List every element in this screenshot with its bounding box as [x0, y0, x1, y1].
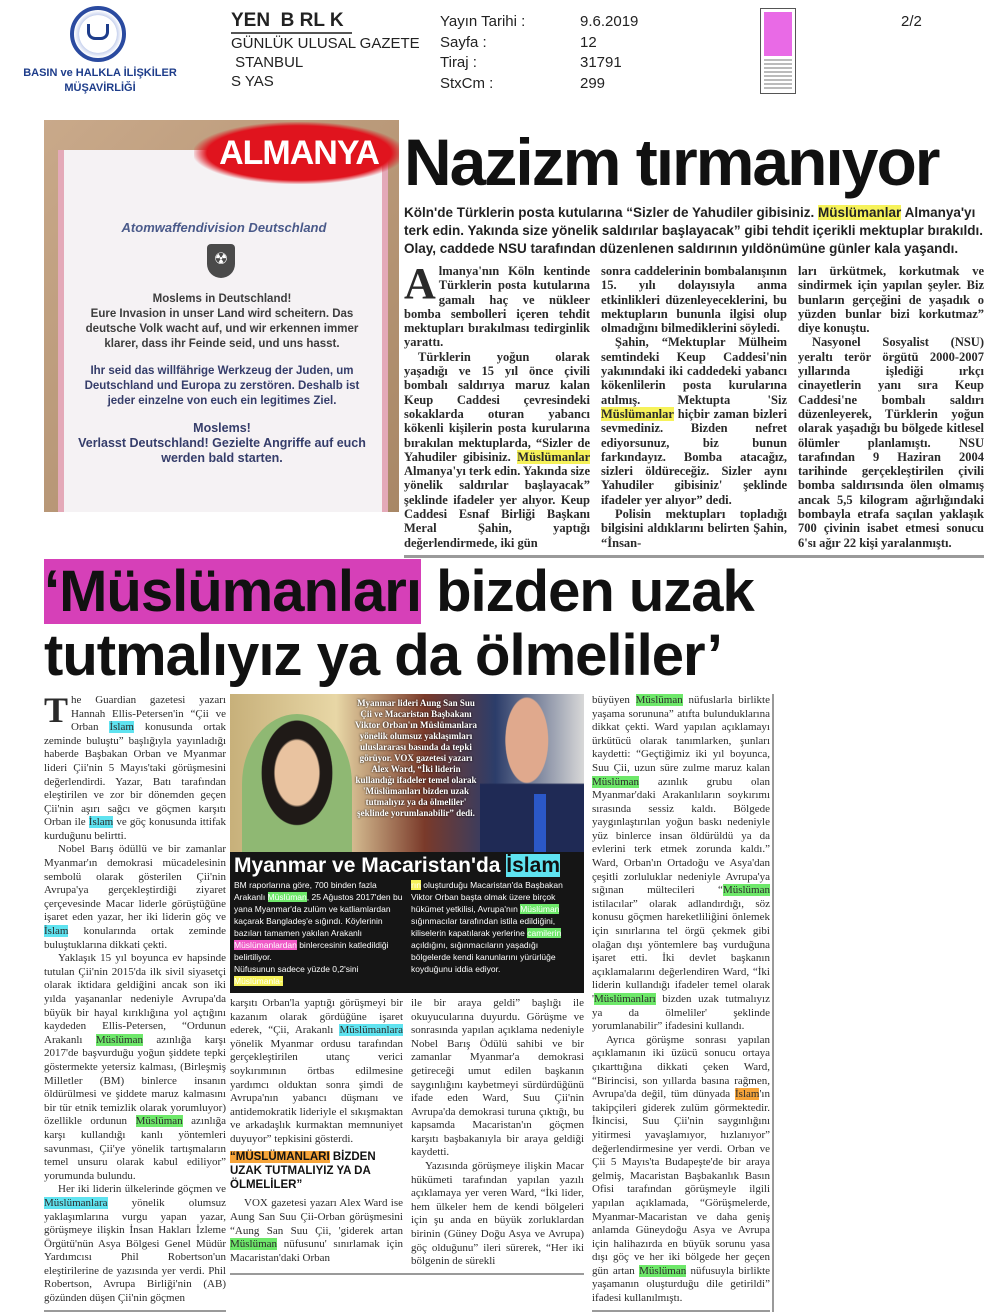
paragraph: [44, 1183, 226, 1305]
article1-column-1: [404, 259, 591, 550]
text: bizden uzak tutmalıyız ya da ölmeliler' şeklinde yorumlanabilir” ifadesini kullandı.: [592, 993, 770, 1033]
drop-cap: A: [404, 259, 436, 308]
info-box-title: Myanmar ve Macaristan'da İslam: [234, 853, 560, 877]
highlighted-keyword: Müslümanları: [593, 993, 656, 1005]
highlighted-keyword: İslam: [44, 925, 69, 938]
highlighted-keyword: Müslüman: [135, 1115, 183, 1128]
text: Almanya'yı terk edin. Yakında size yönelik saldırılar başlayacak” şeklinde ifadeler yer alıyor. Keup Caddesi Esnaf Birliği Başkanı Meral Şahin, yaptığı değerlendirmede, iki gün: [404, 464, 591, 550]
paragraph: [601, 507, 787, 550]
info-box-column-2: [411, 879, 580, 987]
article1-headline: Nazizm tırmanıyor: [404, 125, 939, 199]
highlighted-keyword: Müslüman: [722, 884, 770, 897]
divider: [592, 1310, 770, 1312]
info-box-column-1: [234, 879, 403, 987]
highlighted-keyword: İslam: [735, 1088, 760, 1101]
text: sonra caddelerinin bombalanışının 15. yılı dolayısıyla anma etkinlikleri düzenleyeceklerini, bu mektupların bununla ilgisi olup olmadığını bilmediklerini söyledi.: [601, 264, 787, 336]
text: azınlığa karşı kullandığı kanlı yöntemleri savunması, Çii'ye yönelik tartışmaların temel unsuru olarak kabul ediliyor” yorumunda bulundu.: [44, 1115, 226, 1182]
text: binlercesinin katledildiği belirtiliyor.: [234, 939, 389, 962]
text: Her iki liderin ülkelerinde göçmen ve: [58, 1183, 226, 1196]
text: Yazısında görüşmeye ilişkin Macar hükümeti tarafından yapılan yazılı açıklamaya yer veren Ward, “İki lider, hem ülkeler hem de kendi bölgeleri için şu anda en büyük zorluklardan birinin (Güney Doğu Asya ve Avrupa) göç olduğunu” ileri sürerek, “Her iki bölgenin de sürekli: [411, 1160, 584, 1268]
text: , 25 Ağustos 2017'den bu yana Myanmar'da zulüm ve katliamlardan kaçarak Bangladeş'e sığındı. Köylerinin bazıları tamamen yakılan Arakanlı: [234, 891, 403, 938]
highlighted-keyword: Müslüman: [95, 1033, 143, 1046]
article2-middle-column-2: [411, 997, 584, 1269]
paragraph: [601, 264, 787, 335]
highlighted-keyword: rın: [411, 879, 421, 890]
highlighted-keyword: camilerin: [527, 927, 562, 938]
suu-kyi-photo: [242, 714, 352, 852]
header: [0, 0, 995, 110]
highlighted-keyword: Müslüman: [639, 1264, 687, 1277]
page-count: 2/2: [901, 13, 922, 30]
text: Ayrıca görüşme sonrası yapılan açıklamanın iki üzücü sonucu ortaya çıkarttığına dikkati çeken Ward, “Birincisi, son yıllarda basına rağmen, Avrupa'da değil, tüm dünyada: [592, 1033, 770, 1101]
photo-caption: [354, 698, 478, 819]
text: ları ürkütmek, korkutmak ve sindirmek için yapılan şeyler. Biz bunların gerçeğini de yaşadık o yüzden bunlar bizi korkutmaz” diye konuştu.: [798, 264, 984, 336]
highlighted-keyword: Müslümanlara: [339, 1024, 403, 1037]
article2-right-column: [592, 694, 770, 1306]
paragraph: [411, 879, 580, 975]
paper-section: S YAS: [231, 73, 274, 90]
highlighted-keyword: Müslümanlar: [818, 205, 902, 220]
highlighted-keyword: Müslüman: [267, 891, 307, 902]
highlighted-keyword: Müslümanlar: [517, 449, 590, 464]
letter-body: Moslems in Deutschland! Eure Invasion in unser Land wird scheitern. Das deutsche Volk wacht auf, und wir erkennen immer klarer, dass ihr Feinde seid, und uns hasst. Ihr seid das willfährige Werkzeug der Juden, um Deutschland und Europa zu zerstören. Deshalb ist jeder einzelne von euch ein legitimes Ziel. Moslems! Verlasst Deutschland! Gezielte Angriffe auf euch werden bald starten.: [78, 293, 366, 465]
text: ile bir araya geldi” başlığı ile okuyucularına duyurdu. Görüşme ve sonrasında yapılan açıklama nedeniyle Nobel Barış Ödülü sahibi ve bir zamanlar Myanmar'a demokrasi getireceği umut edilen başkanın saygınlığını kaybetmeyi sürdürdüğünü ifade eden Ward, Suu Çii'nin Avrupa'da demokrasi turuna çıktığı, bu kapsamda Macaristan'ın göçmen karşıtı başbakanıyla bir araya geldiği kaydetti.: [411, 996, 584, 1159]
text: ve göç konusunda ittifak kurduğunu belirtti.: [44, 816, 227, 842]
orban-photo: [480, 696, 584, 852]
paper-city: STANBUL: [231, 54, 304, 71]
article1-columns: [404, 259, 984, 550]
highlighted-keyword: Müslüman: [635, 693, 683, 706]
paragraph: [44, 952, 226, 1183]
article2-middle: [230, 694, 584, 1275]
text: sığınmacılar tarafından istila edildiğini, kiliselerin kapatılarak yerlerine: [411, 915, 556, 938]
paragraph: [230, 1197, 403, 1265]
article2-middle-columns: [230, 997, 584, 1269]
highlighted-keyword: Müslüman: [592, 775, 640, 788]
info-box: [230, 852, 584, 993]
text: istilacılar” olarak adlandırdığı, söz konusu göçmen hareketliliğini önlemek için sınırlarına tel örgü çekmek gibi olağan dışı yöntemlere baş vurduğuna işaret etti. İki devlet başkanın açıklamalarını değerlendiren Ward, “İki liderin kullandığı ifadeler temel olarak ': [592, 897, 770, 1005]
article2-middle-column-1: [230, 997, 403, 1269]
article1-column-3: [798, 264, 984, 550]
paragraph: [404, 204, 984, 258]
info-box-columns: [234, 879, 580, 987]
text: yönelik Myanmar ordusu tarafından gerçekleştirilen utanç verici soykırımının örtbas edilmesine yardımcı olduktan sonra şimdi de Avrupa'nın yabancı düşmanı ve antidemokratik lideriyle el sıkışmaktan ve arkadaşlık kurmaktan memnuniyet duyuyor” tepkisini gösterdi.: [230, 1037, 403, 1145]
text: Nüfusunun sadece yüzde 0,2'sini: [234, 963, 359, 974]
paragraph: [798, 264, 984, 335]
paragraph: [234, 879, 403, 963]
highlighted-keyword: Müslümanlara: [44, 1196, 108, 1209]
text: açıldığını, sığınmacıların yaşadığı bölgelerde kendi kanunlarını yürürlüğe koyduğunu iddia ediyor.: [411, 939, 556, 974]
text: Köln'de Türklerin posta kutularına “Sizler de Yahudiler gibisiniz.: [404, 205, 819, 220]
logo-icon: [70, 6, 126, 62]
page-thumbnail[interactable]: [760, 8, 796, 94]
text: büyüyen: [592, 693, 636, 706]
text: Şahin, “Mektuplar Mülheim semtindeki Keup Caddesi'nin yakınındaki iki caddedeki yabancı kökenlilerin posta kurularına atılmış. Mektupta 'Siz: [601, 335, 787, 407]
letter-title: Atomwaffendivision Deutschland: [121, 220, 327, 235]
nuclear-shield-icon: ☢: [207, 244, 235, 278]
text: karşıtı Orban'la yaptığı görüşmeyi bir kazanım olarak gördüğüne işaret ederek, “Çii, Arakanlı: [230, 996, 403, 1037]
article2-body: [44, 689, 995, 1312]
myanmar-hungary-photo: [230, 694, 584, 852]
text: azınlık grubu olan Myanmar'daki Arakanlıların soykırımı sırasında sessiz kaldı. Bölgede yaygınlaştırılan yoğun baskı nedeniyle yüz binlerce insan öldürüldü ya da evlerini terk etmek zorunda kaldı.” Ward, Orban'ın Ortadoğu ve Asya'dan çeşitli zorluluklar nedeniyle Avrupa'ya sığınan mültecileri “: [592, 775, 770, 897]
article2-subheading: “MÜSLÜMANLARI BİZDEN UZAK TUTMALIYIZ YA DA ÖLMELİLER”: [230, 1151, 376, 1192]
letter-photo: [44, 120, 399, 512]
text: he Guardian gazetesi yazarı Hannah Ellis-Petersen'in “Çii ve Orban: [71, 693, 226, 734]
text: nüfusunu' sınırlamak için Macaristan'daki Orban: [230, 1238, 403, 1264]
paragraph: [44, 689, 227, 844]
paragraph: [234, 963, 403, 987]
text: VOX gazetesi yazarı Alex Ward ise Aung San Suu Çii-Orban görüşmesini “Aung San Suu Çii, 'giderek artan: [230, 1197, 403, 1237]
paragraph: [404, 350, 590, 550]
text: oluşturduğu Macaristan'da Başbakan Viktor Orban başta olmak üzere birçok hükümet yetkilisi, Avrupa'nın: [411, 879, 563, 914]
article1-column-2: [601, 264, 787, 550]
text: Türklerin yoğun olarak yaşadığı ve 15 yıl önce çivili bombalı saldırıya maruz kalan Keup Caddesi çevresindeki sokaklarda oturan yabancı kökenli kişilerin posta kurularına bırakılan mektuplarda, “Sizler de Yahudiler gibisiniz.: [404, 349, 590, 464]
org-name: BASIN ve HALKLA İLİŞKİLER MÜŞAVİRLİĞİ: [23, 67, 177, 94]
text: Myanmar lideri Aung San Suu Çii ve Macaristan Başbakanı Viktor Orban'ın Müslümanlara yönelik olumsuz yaklaşımları uluslararası basında da tepki görüyor. VOX gazetesi yazarı Alex Ward, “İki liderin kullandığı ifadeler temel olarak 'Müslümanları bizden uzak tutmalıyız ya da ölmeliler' şeklinde yorumlanabilir” dedi.: [354, 697, 478, 818]
paper-name: YEN B RL K: [231, 10, 352, 34]
text: Yaklaşık 15 yıl boyunca ev hapsinde tutulan Çii'nin 2015'da ilk sivil siyasetçi olarak iktidara geldiğini ancak son iki yılda yaşananlar nedeniyle Avrupa'da büyük bir hayal kırıklığına yol açtığını kaydeden Ellis-Petersen, “Ordunun Arakanlı: [44, 952, 226, 1046]
article1-subheadline: [404, 204, 984, 258]
paragraph: [798, 335, 984, 549]
highlighted-keyword: Müslümanlar: [601, 406, 674, 421]
text: BM raporlarına göre, 700 binden fazla Arakanlı: [234, 879, 377, 902]
article2-headline: ‘Müslümanları bizden uzak tutmalıyız ya da ölmeliler’: [44, 558, 754, 688]
divider: [230, 1273, 584, 1275]
paragraph: [592, 1034, 770, 1306]
text: konularında ortak zeminde buluştuklarına dikkati çekti.: [44, 925, 226, 951]
almanya-badge: ALMANYA: [194, 122, 399, 184]
highlighted-keyword: Müslüman: [230, 1238, 278, 1251]
article1-text: [404, 120, 984, 550]
article2-right-wrap: [592, 694, 774, 1312]
text: nüfuslarla birlikte yaşama sorununa” atıfta bulunduklarına dikkat çekti. Ward yapılan açıklamayı ürkütücü olarak tanımlarken, şunları kaydetti: “Geçtiğimiz iki yıl boyunca, Suu Çii, uzun süre zulme maruz kalan: [592, 693, 770, 774]
text: azınlığa karşı 2017'de başvurduğu yoğun şiddete tepki göstermekte yetersiz kalması, (Birleşmiş Milletler (BM) binlerce insanın öldürülmesi ve şiddete maruz kalmasını bir tür etnik temizlik olarak yorumluyor) özellikle ordunun: [44, 1033, 226, 1128]
paragraph: [411, 997, 584, 1160]
divider: [404, 555, 984, 558]
text: konusunda ortak zeminde buluştu” başlığıyla yayınladığı haberde Başbakan Orban ve Myanmar lideri Çii'nin 5 Mayıs'taki görüşmesini değerlendirdi. Yazar, Batı tarafından eleştirilen ve zor bir dönemden geçen Çii'nin aşırı sağcı ve göçmen karşıtı Orban ile: [44, 721, 226, 829]
paragraph: [354, 698, 478, 819]
text: hiçbir zaman bizleri sevmediniz. Bizden nefret ediyorsunuz, biz bunun farkındayız. Bomba atacağız, sizleri öldüreceğiz. Sizler aynı Yahudiler gibisiniz' şeklinde ifadeler yer alıyor” dedi.: [601, 406, 787, 507]
text: Polisin mektupları topladığı bilgisini aldıklarını belirten Şahin, “İnsan-: [601, 507, 787, 550]
text: Nasyonel Sosyalist (NSU) yeraltı terör örgütü 2000-2007 yıllarında işlediği ırkçı cinayetlerin yanı sıra Keup Caddesi'ne bombalı saldırı düzenleyerek, Türklerin yoğun olarak yaşadığı bu bölgede kitlesel ölümler planlamıştı. NSU tarafından 9 Haziran 2004 tarihinde gerçekleştirilen çivili bomba saldırısında ölen olmamış ancak 5,5 kilogram ağırlığındaki bombayla etrafa saçılan yaklaşık 700 çivinin isabet etmesi sonucu 6'sı ağır 22 kişi yaralanmıştı.: [798, 335, 984, 550]
highlighted-keyword: İslam: [109, 721, 134, 734]
paragraph: [601, 335, 787, 507]
divider: [44, 1310, 226, 1312]
paragraph: [230, 997, 403, 1147]
paragraph: [411, 1160, 584, 1269]
paragraph: [592, 694, 770, 1034]
highlighted-keyword: İslam: [88, 816, 114, 829]
text: yönelik olumsuz yaklaşımlarına vurgu yapan yazar, görüşmeye ilişkin İnsan Hakları İzleme Örgütü'nün Asya Bölgesi Genel Müdür Yardımcısı Phil Robertson'un eleştirilerine de yazısında yer verdi. Phil Robertson, Avrupa Birliği'nin (AB) gözünden düşen Çii'nin göçmen: [44, 1196, 226, 1305]
highlighted-keyword: Müslümanlardan: [234, 939, 297, 950]
article1: [44, 120, 984, 550]
text: Almanya'yı terk edin. Yakında size yönelik saldırılar başlayacak” gibi tehdit içerikli mektuplar bırakıldı. Olay, caddede NSU tarafından düzenlenen saldırının yıldönümüne günler kala yaşandı.: [404, 205, 983, 256]
article2-left-column: [44, 689, 227, 1306]
text: lmanya'nın Köln kentinde Türklerin posta kutularına gamalı haç ve nükleer bomba sembolleri içeren tehdit mektupları bırakılması tedirginlik yarattı.: [404, 264, 590, 350]
publication-fields: Yayın Tarihi : 9.6.2019 Sayfa : 12 Tiraj : 31791 StxCm : 299: [440, 13, 639, 92]
drop-cap: T: [44, 689, 69, 730]
paragraph: [44, 843, 226, 952]
highlighted-keyword: Müslüman: [520, 903, 560, 914]
tie: [534, 794, 546, 852]
text: nüfusuyla birlikte yaşamanın oluşturduğu dile getirildi” ifadesi kullanılmıştı.: [592, 1264, 771, 1305]
highlighted-keyword: Müslümanla-: [234, 975, 283, 986]
paper-type: GÜNLÜK ULUSAL GAZETE: [231, 35, 420, 52]
article2-left-wrap: [44, 689, 227, 1312]
text: Nobel Barış ödüllü ve bir zamanlar Myanmar'ın demokrasi mücadelesinin sembolü olarak gösterilen Çii'nin Avrupa'ya gerçekleştirdiği ziyaret çerçevesinde Macar liderle görüştüğüne işaret eden yazar, her iki liderin göç ve: [44, 843, 226, 924]
text: 'ın takipçileri giderek zulüm görmektedir. İkincisi, Suu Çii'nin saygınlığını yitirmesi yavaşlamıyor, hızlanıyor” değerlendirmesine yer verdi. Orban ve Çii 5 Mayıs'ta Budapeşte'de bir araya gelmiş, Macaristan Başbakanlık Basın Ofisi tarafından görüşmeyle ilgili yapılan açıklamada, “Görüşmelerde, Myanmar-Macaristan ve daha geniş anlamda Güneydoğu Asya ve Avrupa için halihazırda en büyük sorunu yasa dışı göç ve her iki bölgede her geçen gün artan: [592, 1088, 770, 1277]
